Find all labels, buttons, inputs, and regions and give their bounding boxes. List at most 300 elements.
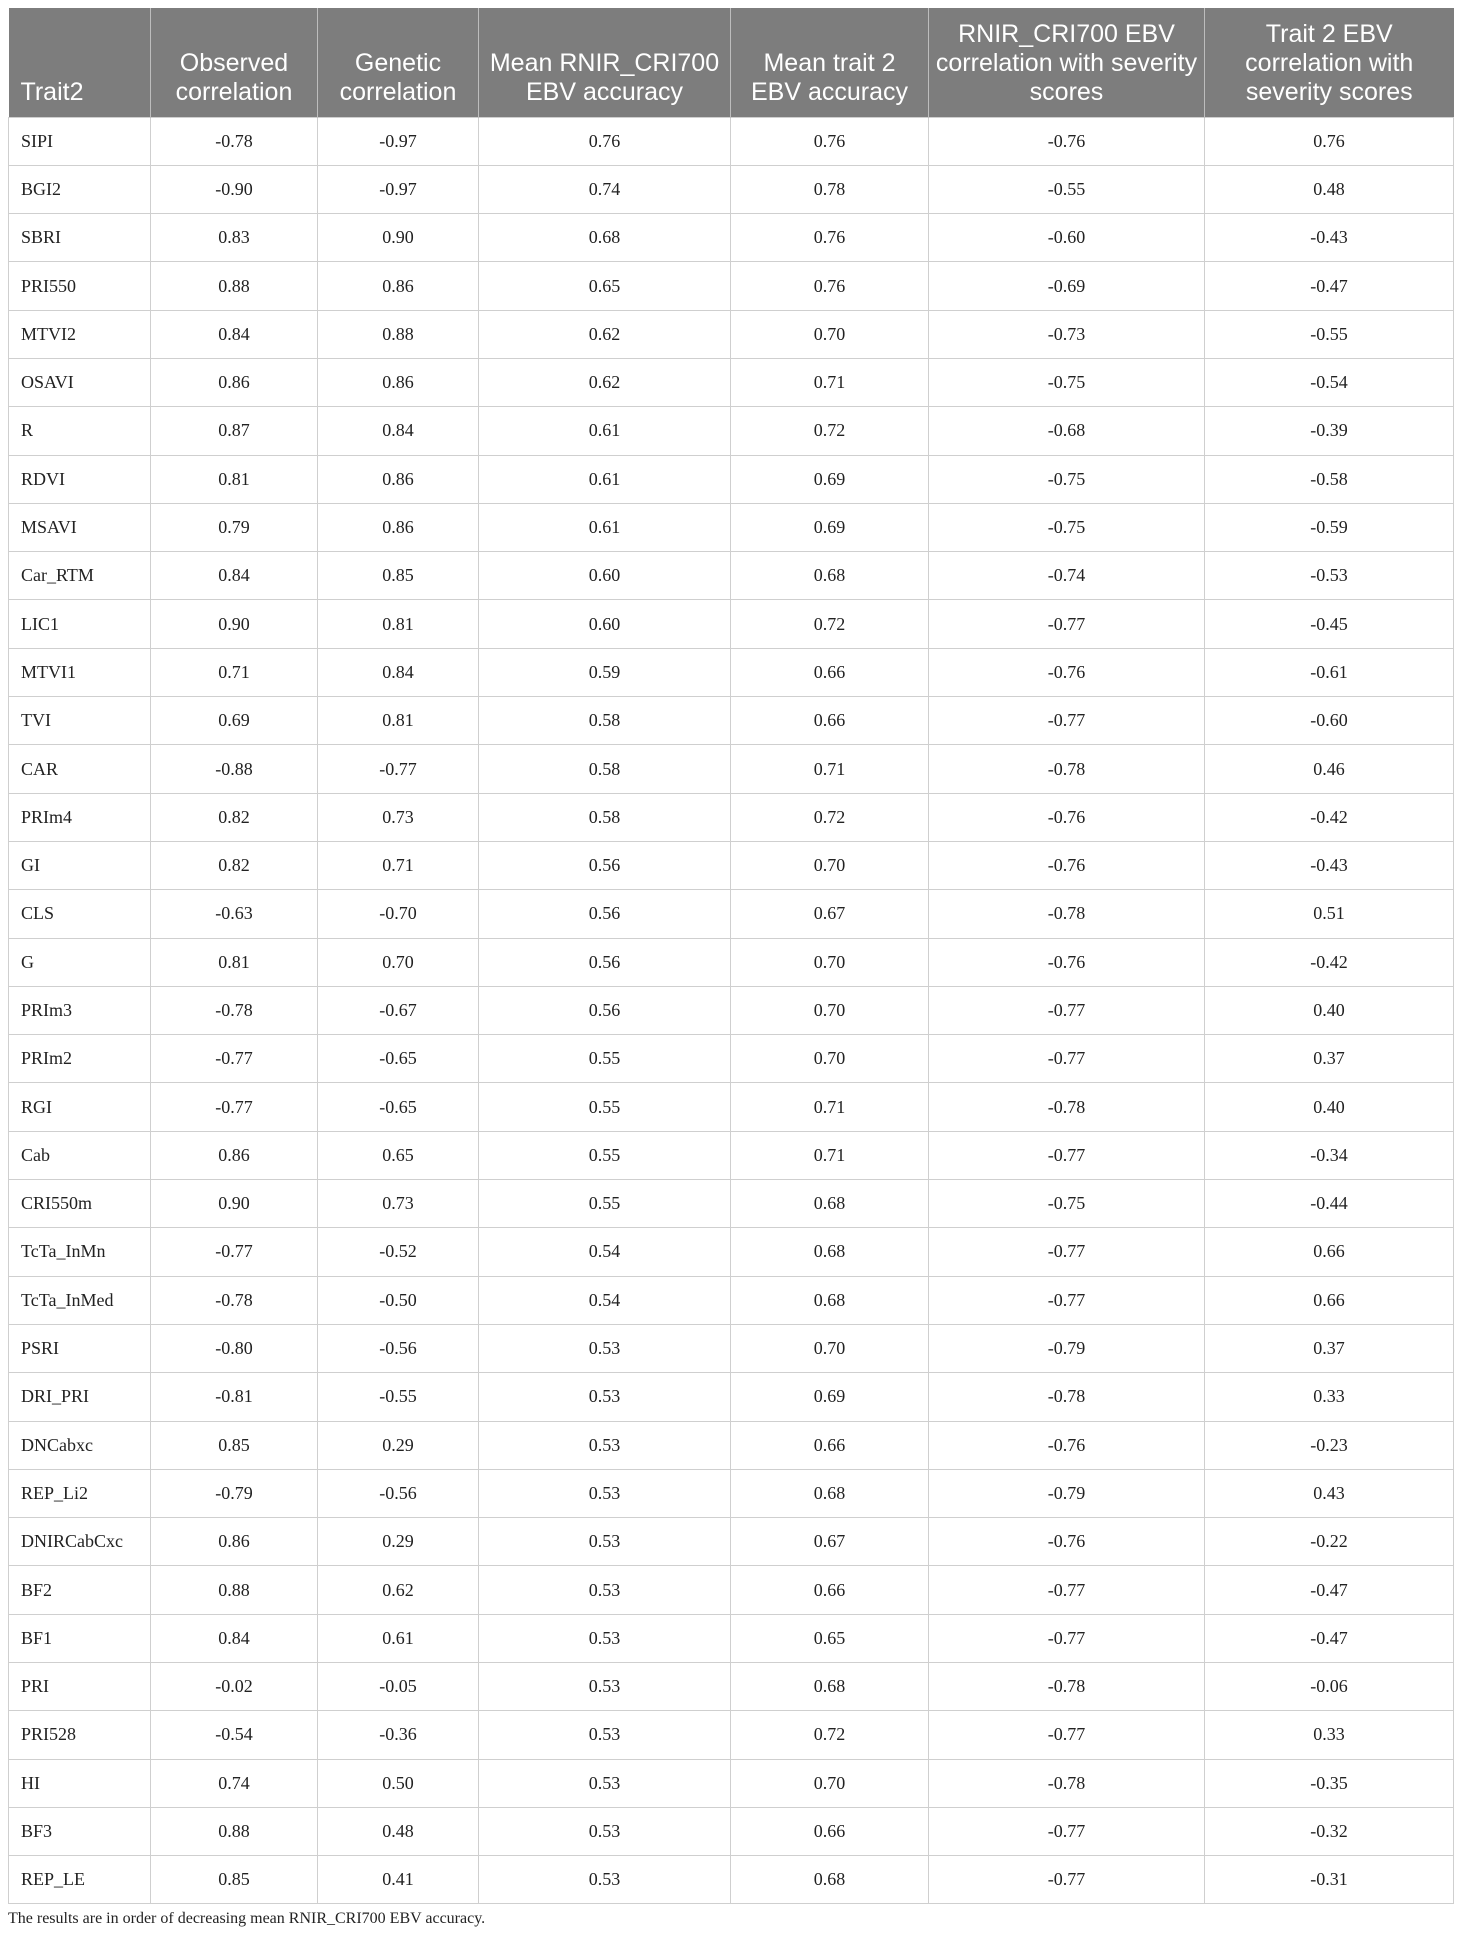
cell-rnir-cri700-severity-correlation: -0.75 <box>929 1180 1205 1228</box>
cell-rnir-cri700-severity-correlation: -0.75 <box>929 455 1205 503</box>
cell-trait2: PRIm3 <box>9 986 151 1034</box>
cell-mean-rnir-cri700-ebv-accuracy: 0.61 <box>479 407 731 455</box>
cell-mean-rnir-cri700-ebv-accuracy: 0.55 <box>479 1131 731 1179</box>
cell-observed-correlation: -0.78 <box>151 117 318 165</box>
cell-mean-rnir-cri700-ebv-accuracy: 0.55 <box>479 1180 731 1228</box>
cell-observed-correlation: 0.86 <box>151 358 318 406</box>
cell-rnir-cri700-severity-correlation: -0.76 <box>929 648 1205 696</box>
table-row <box>9 1276 1454 1324</box>
table-row <box>9 1711 1454 1759</box>
cell-rnir-cri700-severity-correlation: -0.78 <box>929 1663 1205 1711</box>
cell-trait2: TcTa_InMed <box>9 1276 151 1324</box>
table-row <box>9 1373 1454 1421</box>
cell-genetic-correlation: 0.41 <box>318 1856 479 1904</box>
results-table <box>8 8 1454 1904</box>
cell-genetic-correlation: -0.77 <box>318 745 479 793</box>
cell-trait2: MSAVI <box>9 503 151 551</box>
cell-mean-trait2-ebv-accuracy: 0.68 <box>731 1228 929 1276</box>
table-footnote: The results are in order of decreasing mean RNIR_CRI700 EBV accuracy. <box>8 1910 486 1927</box>
cell-rnir-cri700-severity-correlation: -0.78 <box>929 745 1205 793</box>
cell-observed-correlation: 0.85 <box>151 1856 318 1904</box>
cell-mean-rnir-cri700-ebv-accuracy: 0.53 <box>479 1421 731 1469</box>
cell-observed-correlation: -0.77 <box>151 1228 318 1276</box>
cell-observed-correlation: 0.81 <box>151 938 318 986</box>
cell-observed-correlation: 0.86 <box>151 1518 318 1566</box>
cell-trait2: SIPI <box>9 117 151 165</box>
cell-rnir-cri700-severity-correlation: -0.55 <box>929 165 1205 213</box>
cell-rnir-cri700-severity-correlation: -0.78 <box>929 1759 1205 1807</box>
cell-rnir-cri700-severity-correlation: -0.75 <box>929 503 1205 551</box>
cell-trait2: DNIRCabCxc <box>9 1518 151 1566</box>
cell-trait2: Cab <box>9 1131 151 1179</box>
table-row <box>9 986 1454 1034</box>
cell-rnir-cri700-severity-correlation: -0.69 <box>929 262 1205 310</box>
cell-trait2: CRI550m <box>9 1180 151 1228</box>
cell-trait2-severity-correlation: -0.58 <box>1205 455 1454 503</box>
cell-genetic-correlation: -0.55 <box>318 1373 479 1421</box>
table-row <box>9 938 1454 986</box>
cell-observed-correlation: 0.84 <box>151 1614 318 1662</box>
cell-genetic-correlation: 0.86 <box>318 262 479 310</box>
cell-trait2-severity-correlation: -0.35 <box>1205 1759 1454 1807</box>
cell-mean-trait2-ebv-accuracy: 0.68 <box>731 1180 929 1228</box>
cell-trait2-severity-correlation: 0.76 <box>1205 117 1454 165</box>
cell-rnir-cri700-severity-correlation: -0.73 <box>929 310 1205 358</box>
cell-genetic-correlation: -0.97 <box>318 165 479 213</box>
table-row <box>9 165 1454 213</box>
cell-observed-correlation: 0.88 <box>151 1566 318 1614</box>
cell-trait2-severity-correlation: -0.45 <box>1205 600 1454 648</box>
cell-rnir-cri700-severity-correlation: -0.76 <box>929 117 1205 165</box>
header-trait2-severity-correlation: Trait 2 EBV correlation with severity scores <box>1205 8 1454 117</box>
cell-trait2-severity-correlation: -0.47 <box>1205 1566 1454 1614</box>
cell-mean-trait2-ebv-accuracy: 0.72 <box>731 793 929 841</box>
cell-rnir-cri700-severity-correlation: -0.77 <box>929 1856 1205 1904</box>
cell-rnir-cri700-severity-correlation: -0.77 <box>929 1131 1205 1179</box>
cell-genetic-correlation: 0.29 <box>318 1421 479 1469</box>
cell-genetic-correlation: 0.84 <box>318 407 479 455</box>
cell-mean-trait2-ebv-accuracy: 0.68 <box>731 1469 929 1517</box>
table-row <box>9 455 1454 503</box>
cell-rnir-cri700-severity-correlation: -0.77 <box>929 1566 1205 1614</box>
cell-trait2-severity-correlation: 0.46 <box>1205 745 1454 793</box>
cell-rnir-cri700-severity-correlation: -0.77 <box>929 1711 1205 1759</box>
table-body <box>9 117 1454 1904</box>
cell-observed-correlation: 0.74 <box>151 1759 318 1807</box>
cell-trait2-severity-correlation: -0.43 <box>1205 841 1454 889</box>
cell-rnir-cri700-severity-correlation: -0.78 <box>929 890 1205 938</box>
cell-trait2: BGI2 <box>9 165 151 213</box>
cell-rnir-cri700-severity-correlation: -0.76 <box>929 841 1205 889</box>
cell-rnir-cri700-severity-correlation: -0.78 <box>929 1373 1205 1421</box>
cell-trait2-severity-correlation: 0.51 <box>1205 890 1454 938</box>
cell-trait2-severity-correlation: -0.06 <box>1205 1663 1454 1711</box>
cell-observed-correlation: -0.54 <box>151 1711 318 1759</box>
table-row <box>9 1228 1454 1276</box>
cell-trait2: BF1 <box>9 1614 151 1662</box>
header-row <box>9 8 1454 117</box>
cell-mean-trait2-ebv-accuracy: 0.71 <box>731 358 929 406</box>
cell-trait2: LIC1 <box>9 600 151 648</box>
cell-observed-correlation: 0.87 <box>151 407 318 455</box>
cell-trait2-severity-correlation: -0.31 <box>1205 1856 1454 1904</box>
cell-mean-trait2-ebv-accuracy: 0.66 <box>731 697 929 745</box>
cell-genetic-correlation: 0.88 <box>318 310 479 358</box>
table-row <box>9 1614 1454 1662</box>
cell-observed-correlation: 0.88 <box>151 262 318 310</box>
table-row <box>9 745 1454 793</box>
cell-trait2: RGI <box>9 1083 151 1131</box>
cell-genetic-correlation: -0.56 <box>318 1324 479 1372</box>
cell-genetic-correlation: -0.50 <box>318 1276 479 1324</box>
cell-trait2: RDVI <box>9 455 151 503</box>
cell-mean-trait2-ebv-accuracy: 0.70 <box>731 938 929 986</box>
cell-genetic-correlation: 0.85 <box>318 552 479 600</box>
cell-trait2-severity-correlation: 0.33 <box>1205 1711 1454 1759</box>
cell-trait2-severity-correlation: -0.43 <box>1205 214 1454 262</box>
cell-rnir-cri700-severity-correlation: -0.75 <box>929 358 1205 406</box>
cell-genetic-correlation: 0.73 <box>318 793 479 841</box>
cell-mean-trait2-ebv-accuracy: 0.70 <box>731 1324 929 1372</box>
table-row <box>9 552 1454 600</box>
cell-rnir-cri700-severity-correlation: -0.77 <box>929 1228 1205 1276</box>
cell-mean-trait2-ebv-accuracy: 0.67 <box>731 890 929 938</box>
cell-observed-correlation: 0.71 <box>151 648 318 696</box>
cell-mean-rnir-cri700-ebv-accuracy: 0.68 <box>479 214 731 262</box>
cell-trait2-severity-correlation: -0.39 <box>1205 407 1454 455</box>
cell-trait2-severity-correlation: -0.23 <box>1205 1421 1454 1469</box>
cell-mean-rnir-cri700-ebv-accuracy: 0.65 <box>479 262 731 310</box>
cell-mean-trait2-ebv-accuracy: 0.72 <box>731 407 929 455</box>
cell-mean-trait2-ebv-accuracy: 0.66 <box>731 1566 929 1614</box>
cell-genetic-correlation: 0.81 <box>318 600 479 648</box>
cell-trait2-severity-correlation: 0.48 <box>1205 165 1454 213</box>
cell-mean-rnir-cri700-ebv-accuracy: 0.76 <box>479 117 731 165</box>
table-row <box>9 1324 1454 1372</box>
header-trait2: Trait2 <box>9 8 151 117</box>
cell-mean-trait2-ebv-accuracy: 0.68 <box>731 1663 929 1711</box>
cell-mean-trait2-ebv-accuracy: 0.66 <box>731 1807 929 1855</box>
table-row <box>9 1469 1454 1517</box>
cell-trait2-severity-correlation: -0.61 <box>1205 648 1454 696</box>
cell-rnir-cri700-severity-correlation: -0.60 <box>929 214 1205 262</box>
cell-observed-correlation: -0.78 <box>151 1276 318 1324</box>
cell-rnir-cri700-severity-correlation: -0.77 <box>929 1035 1205 1083</box>
cell-mean-rnir-cri700-ebv-accuracy: 0.53 <box>479 1324 731 1372</box>
table-row <box>9 697 1454 745</box>
table-row <box>9 1083 1454 1131</box>
cell-genetic-correlation: 0.48 <box>318 1807 479 1855</box>
cell-trait2: PRI550 <box>9 262 151 310</box>
cell-trait2: CAR <box>9 745 151 793</box>
table-row <box>9 648 1454 696</box>
cell-rnir-cri700-severity-correlation: -0.74 <box>929 552 1205 600</box>
cell-mean-trait2-ebv-accuracy: 0.76 <box>731 214 929 262</box>
cell-observed-correlation: -0.79 <box>151 1469 318 1517</box>
table-row <box>9 1856 1454 1904</box>
cell-mean-rnir-cri700-ebv-accuracy: 0.58 <box>479 793 731 841</box>
cell-mean-rnir-cri700-ebv-accuracy: 0.53 <box>479 1469 731 1517</box>
cell-observed-correlation: 0.86 <box>151 1131 318 1179</box>
cell-trait2: DNCabxc <box>9 1421 151 1469</box>
cell-mean-rnir-cri700-ebv-accuracy: 0.59 <box>479 648 731 696</box>
cell-trait2-severity-correlation: -0.60 <box>1205 697 1454 745</box>
table-row <box>9 1807 1454 1855</box>
cell-genetic-correlation: -0.65 <box>318 1083 479 1131</box>
cell-observed-correlation: 0.83 <box>151 214 318 262</box>
cell-trait2-severity-correlation: 0.66 <box>1205 1228 1454 1276</box>
table-row <box>9 1759 1454 1807</box>
cell-mean-rnir-cri700-ebv-accuracy: 0.60 <box>479 600 731 648</box>
cell-mean-rnir-cri700-ebv-accuracy: 0.55 <box>479 1035 731 1083</box>
cell-genetic-correlation: 0.90 <box>318 214 479 262</box>
cell-observed-correlation: 0.90 <box>151 600 318 648</box>
cell-mean-rnir-cri700-ebv-accuracy: 0.61 <box>479 455 731 503</box>
cell-mean-trait2-ebv-accuracy: 0.66 <box>731 1421 929 1469</box>
cell-rnir-cri700-severity-correlation: -0.77 <box>929 600 1205 648</box>
cell-observed-correlation: -0.80 <box>151 1324 318 1372</box>
cell-mean-rnir-cri700-ebv-accuracy: 0.58 <box>479 745 731 793</box>
cell-trait2: PRI <box>9 1663 151 1711</box>
cell-genetic-correlation: -0.97 <box>318 117 479 165</box>
cell-trait2: R <box>9 407 151 455</box>
cell-observed-correlation: 0.85 <box>151 1421 318 1469</box>
cell-mean-trait2-ebv-accuracy: 0.76 <box>731 117 929 165</box>
cell-rnir-cri700-severity-correlation: -0.78 <box>929 1083 1205 1131</box>
cell-genetic-correlation: -0.67 <box>318 986 479 1034</box>
cell-mean-trait2-ebv-accuracy: 0.69 <box>731 1373 929 1421</box>
cell-genetic-correlation: -0.56 <box>318 1469 479 1517</box>
cell-observed-correlation: 0.69 <box>151 697 318 745</box>
cell-trait2: PRI528 <box>9 1711 151 1759</box>
cell-mean-trait2-ebv-accuracy: 0.70 <box>731 1759 929 1807</box>
cell-trait2: PRIm2 <box>9 1035 151 1083</box>
cell-genetic-correlation: 0.70 <box>318 938 479 986</box>
cell-mean-trait2-ebv-accuracy: 0.70 <box>731 1035 929 1083</box>
cell-rnir-cri700-severity-correlation: -0.77 <box>929 986 1205 1034</box>
cell-trait2-severity-correlation: -0.22 <box>1205 1518 1454 1566</box>
cell-rnir-cri700-severity-correlation: -0.77 <box>929 1276 1205 1324</box>
cell-trait2-severity-correlation: -0.42 <box>1205 938 1454 986</box>
cell-mean-trait2-ebv-accuracy: 0.78 <box>731 165 929 213</box>
cell-mean-trait2-ebv-accuracy: 0.70 <box>731 310 929 358</box>
cell-rnir-cri700-severity-correlation: -0.76 <box>929 793 1205 841</box>
cell-genetic-correlation: 0.86 <box>318 358 479 406</box>
cell-mean-trait2-ebv-accuracy: 0.70 <box>731 986 929 1034</box>
cell-trait2: HI <box>9 1759 151 1807</box>
cell-mean-rnir-cri700-ebv-accuracy: 0.54 <box>479 1228 731 1276</box>
cell-mean-rnir-cri700-ebv-accuracy: 0.56 <box>479 986 731 1034</box>
table-row <box>9 1180 1454 1228</box>
table-row <box>9 1035 1454 1083</box>
cell-genetic-correlation: 0.65 <box>318 1131 479 1179</box>
cell-rnir-cri700-severity-correlation: -0.68 <box>929 407 1205 455</box>
cell-mean-rnir-cri700-ebv-accuracy: 0.56 <box>479 938 731 986</box>
cell-observed-correlation: 0.90 <box>151 1180 318 1228</box>
cell-trait2-severity-correlation: 0.33 <box>1205 1373 1454 1421</box>
cell-trait2: G <box>9 938 151 986</box>
cell-trait2: CLS <box>9 890 151 938</box>
cell-genetic-correlation: 0.62 <box>318 1566 479 1614</box>
table-row <box>9 503 1454 551</box>
cell-trait2-severity-correlation: -0.42 <box>1205 793 1454 841</box>
cell-trait2: TcTa_InMn <box>9 1228 151 1276</box>
cell-genetic-correlation: 0.50 <box>318 1759 479 1807</box>
cell-mean-rnir-cri700-ebv-accuracy: 0.53 <box>479 1759 731 1807</box>
cell-trait2-severity-correlation: -0.44 <box>1205 1180 1454 1228</box>
table-row <box>9 1421 1454 1469</box>
cell-trait2-severity-correlation: 0.40 <box>1205 1083 1454 1131</box>
cell-mean-trait2-ebv-accuracy: 0.69 <box>731 455 929 503</box>
cell-trait2-severity-correlation: -0.55 <box>1205 310 1454 358</box>
cell-mean-trait2-ebv-accuracy: 0.68 <box>731 552 929 600</box>
table-row <box>9 1663 1454 1711</box>
table-row <box>9 1131 1454 1179</box>
cell-rnir-cri700-severity-correlation: -0.77 <box>929 1807 1205 1855</box>
cell-mean-rnir-cri700-ebv-accuracy: 0.53 <box>479 1566 731 1614</box>
cell-trait2-severity-correlation: -0.47 <box>1205 262 1454 310</box>
cell-trait2-severity-correlation: -0.54 <box>1205 358 1454 406</box>
cell-trait2: BF3 <box>9 1807 151 1855</box>
cell-trait2: SBRI <box>9 214 151 262</box>
cell-trait2: MTVI1 <box>9 648 151 696</box>
cell-rnir-cri700-severity-correlation: -0.76 <box>929 1518 1205 1566</box>
cell-observed-correlation: -0.77 <box>151 1083 318 1131</box>
cell-trait2-severity-correlation: 0.37 <box>1205 1324 1454 1372</box>
cell-observed-correlation: 0.82 <box>151 793 318 841</box>
cell-genetic-correlation: -0.52 <box>318 1228 479 1276</box>
cell-trait2-severity-correlation: -0.32 <box>1205 1807 1454 1855</box>
table-row <box>9 262 1454 310</box>
cell-observed-correlation: -0.77 <box>151 1035 318 1083</box>
table-row <box>9 310 1454 358</box>
header-mean-rnir-cri700-ebv-accuracy: Mean RNIR_CRI700 EBV accuracy <box>479 8 731 117</box>
cell-trait2-severity-correlation: -0.47 <box>1205 1614 1454 1662</box>
header-mean-trait2-ebv-accuracy: Mean trait 2 EBV accuracy <box>731 8 929 117</box>
results-table-container <box>8 8 1453 1904</box>
cell-observed-correlation: 0.84 <box>151 310 318 358</box>
cell-mean-rnir-cri700-ebv-accuracy: 0.53 <box>479 1663 731 1711</box>
cell-mean-rnir-cri700-ebv-accuracy: 0.62 <box>479 310 731 358</box>
cell-mean-trait2-ebv-accuracy: 0.71 <box>731 745 929 793</box>
cell-rnir-cri700-severity-correlation: -0.76 <box>929 1421 1205 1469</box>
cell-trait2: REP_LE <box>9 1856 151 1904</box>
header-genetic-correlation: Genetic correlation <box>318 8 479 117</box>
cell-observed-correlation: -0.63 <box>151 890 318 938</box>
cell-mean-trait2-ebv-accuracy: 0.72 <box>731 1711 929 1759</box>
header-rnir-cri700-severity-correlation: RNIR_CRI700 EBV correlation with severity scores <box>929 8 1205 117</box>
cell-mean-rnir-cri700-ebv-accuracy: 0.53 <box>479 1711 731 1759</box>
cell-observed-correlation: 0.81 <box>151 455 318 503</box>
cell-genetic-correlation: 0.71 <box>318 841 479 889</box>
cell-rnir-cri700-severity-correlation: -0.79 <box>929 1469 1205 1517</box>
cell-mean-rnir-cri700-ebv-accuracy: 0.54 <box>479 1276 731 1324</box>
table-header <box>9 8 1454 117</box>
cell-observed-correlation: 0.79 <box>151 503 318 551</box>
cell-trait2-severity-correlation: 0.43 <box>1205 1469 1454 1517</box>
cell-genetic-correlation: 0.61 <box>318 1614 479 1662</box>
table-row <box>9 890 1454 938</box>
cell-observed-correlation: -0.81 <box>151 1373 318 1421</box>
cell-observed-correlation: -0.02 <box>151 1663 318 1711</box>
table-row <box>9 1518 1454 1566</box>
cell-genetic-correlation: 0.86 <box>318 455 479 503</box>
cell-genetic-correlation: -0.65 <box>318 1035 479 1083</box>
cell-trait2-severity-correlation: 0.37 <box>1205 1035 1454 1083</box>
cell-mean-rnir-cri700-ebv-accuracy: 0.74 <box>479 165 731 213</box>
cell-trait2-severity-correlation: 0.66 <box>1205 1276 1454 1324</box>
cell-mean-rnir-cri700-ebv-accuracy: 0.61 <box>479 503 731 551</box>
cell-mean-rnir-cri700-ebv-accuracy: 0.62 <box>479 358 731 406</box>
cell-mean-trait2-ebv-accuracy: 0.68 <box>731 1276 929 1324</box>
cell-observed-correlation: 0.84 <box>151 552 318 600</box>
cell-trait2: MTVI2 <box>9 310 151 358</box>
cell-trait2: OSAVI <box>9 358 151 406</box>
cell-mean-trait2-ebv-accuracy: 0.67 <box>731 1518 929 1566</box>
cell-mean-rnir-cri700-ebv-accuracy: 0.55 <box>479 1083 731 1131</box>
table-row <box>9 600 1454 648</box>
table-row <box>9 214 1454 262</box>
cell-rnir-cri700-severity-correlation: -0.76 <box>929 938 1205 986</box>
cell-observed-correlation: 0.88 <box>151 1807 318 1855</box>
cell-observed-correlation: -0.78 <box>151 986 318 1034</box>
cell-mean-rnir-cri700-ebv-accuracy: 0.53 <box>479 1614 731 1662</box>
cell-trait2: REP_Li2 <box>9 1469 151 1517</box>
cell-mean-rnir-cri700-ebv-accuracy: 0.56 <box>479 841 731 889</box>
cell-trait2: BF2 <box>9 1566 151 1614</box>
cell-mean-trait2-ebv-accuracy: 0.66 <box>731 648 929 696</box>
cell-genetic-correlation: 0.84 <box>318 648 479 696</box>
cell-mean-rnir-cri700-ebv-accuracy: 0.53 <box>479 1807 731 1855</box>
cell-mean-rnir-cri700-ebv-accuracy: 0.58 <box>479 697 731 745</box>
table-row <box>9 1566 1454 1614</box>
cell-genetic-correlation: 0.73 <box>318 1180 479 1228</box>
cell-mean-trait2-ebv-accuracy: 0.72 <box>731 600 929 648</box>
table-row <box>9 793 1454 841</box>
cell-mean-trait2-ebv-accuracy: 0.71 <box>731 1083 929 1131</box>
cell-trait2-severity-correlation: -0.59 <box>1205 503 1454 551</box>
cell-observed-correlation: -0.88 <box>151 745 318 793</box>
cell-mean-trait2-ebv-accuracy: 0.71 <box>731 1131 929 1179</box>
cell-trait2: TVI <box>9 697 151 745</box>
cell-trait2-severity-correlation: 0.40 <box>1205 986 1454 1034</box>
cell-rnir-cri700-severity-correlation: -0.77 <box>929 1614 1205 1662</box>
cell-mean-rnir-cri700-ebv-accuracy: 0.53 <box>479 1373 731 1421</box>
cell-rnir-cri700-severity-correlation: -0.77 <box>929 697 1205 745</box>
cell-rnir-cri700-severity-correlation: -0.79 <box>929 1324 1205 1372</box>
cell-trait2-severity-correlation: -0.34 <box>1205 1131 1454 1179</box>
table-row <box>9 358 1454 406</box>
cell-mean-trait2-ebv-accuracy: 0.65 <box>731 1614 929 1662</box>
cell-trait2: PSRI <box>9 1324 151 1372</box>
cell-genetic-correlation: -0.36 <box>318 1711 479 1759</box>
cell-genetic-correlation: -0.70 <box>318 890 479 938</box>
cell-mean-rnir-cri700-ebv-accuracy: 0.60 <box>479 552 731 600</box>
cell-trait2: PRIm4 <box>9 793 151 841</box>
cell-mean-trait2-ebv-accuracy: 0.68 <box>731 1856 929 1904</box>
cell-mean-rnir-cri700-ebv-accuracy: 0.53 <box>479 1518 731 1566</box>
cell-mean-trait2-ebv-accuracy: 0.70 <box>731 841 929 889</box>
cell-mean-trait2-ebv-accuracy: 0.69 <box>731 503 929 551</box>
cell-mean-rnir-cri700-ebv-accuracy: 0.56 <box>479 890 731 938</box>
cell-genetic-correlation: -0.05 <box>318 1663 479 1711</box>
cell-observed-correlation: 0.82 <box>151 841 318 889</box>
cell-genetic-correlation: 0.86 <box>318 503 479 551</box>
cell-trait2: Car_RTM <box>9 552 151 600</box>
cell-trait2-severity-correlation: -0.53 <box>1205 552 1454 600</box>
cell-trait2: GI <box>9 841 151 889</box>
cell-genetic-correlation: 0.29 <box>318 1518 479 1566</box>
